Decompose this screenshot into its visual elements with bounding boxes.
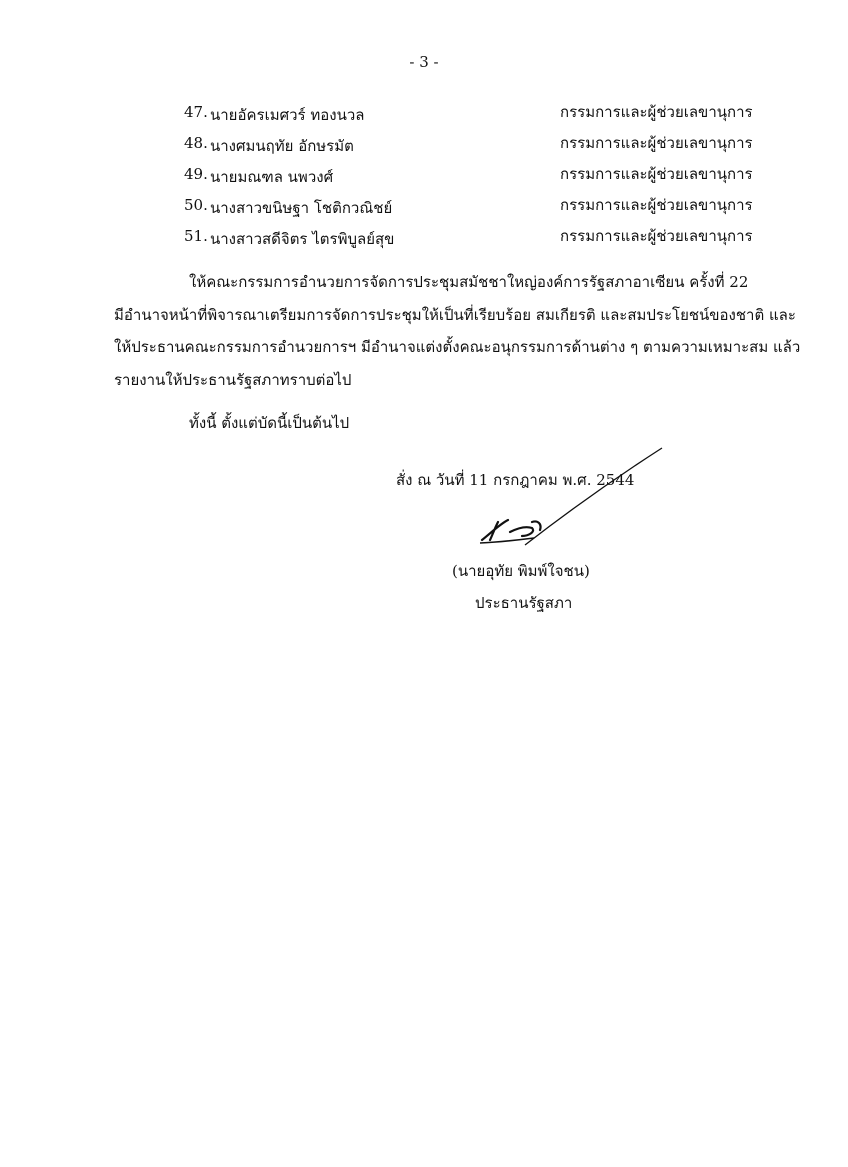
member-name: นายมณฑล นพวงศ์ <box>210 168 334 186</box>
order-date: สั่ง ณ วันที่ 11 กรกฎาคม พ.ศ. 2544 <box>396 471 635 489</box>
body-line: ให้ประธานคณะกรรมการอำนวยการฯ มีอำนาจแต่งตั้งคณะอนุกรรมการด้านต่าง ๆ ตามความเหมาะสม แล้ว <box>114 338 801 356</box>
body-paragraph <box>114 266 801 396</box>
body-line: รายงานให้ประธานรัฐสภาทราบต่อไป <box>114 370 352 389</box>
page-number: - 3 - <box>409 53 439 71</box>
member-number: 51. <box>184 227 208 245</box>
list-item <box>184 165 753 196</box>
body-line: ให้คณะกรรมการอำนวยการจัดการประชุมสมัชชาใหญ่องค์การรัฐสภาอาเซียน ครั้งที่ 22 <box>189 273 749 291</box>
list-item <box>184 196 753 227</box>
member-role: กรรมการและผู้ช่วยเลขานุการ <box>560 134 753 152</box>
list-item <box>184 227 753 258</box>
member-number: 49. <box>184 165 208 183</box>
member-role: กรรมการและผู้ช่วยเลขานุการ <box>560 165 753 183</box>
member-list <box>184 103 753 258</box>
effective-clause: ทั้งนี้ ตั้งแต่บัดนี้เป็นต้นไป <box>189 414 350 432</box>
body-line: มีอำนาจหน้าที่พิจารณาเตรียมการจัดการประชุมให้เป็นที่เรียบร้อย สมเกียรติ และสมประโยชน์ของชาติ และ <box>114 305 796 324</box>
signer-name: (นายอุทัย พิมพ์ใจชน) <box>452 562 590 580</box>
member-role: กรรมการและผู้ช่วยเลขานุการ <box>560 227 753 245</box>
member-role: กรรมการและผู้ช่วยเลขานุการ <box>560 196 753 214</box>
member-number: 50. <box>184 196 208 214</box>
member-number: 48. <box>184 134 208 152</box>
signature <box>470 440 670 550</box>
member-name: นายอัครเมศวร์ ทองนวล <box>210 106 365 124</box>
member-name: นางสาวขนิษฐา โชติกวณิชย์ <box>210 199 393 217</box>
member-number: 47. <box>184 103 208 121</box>
list-item <box>184 134 753 165</box>
list-item <box>184 103 753 134</box>
member-role: กรรมการและผู้ช่วยเลขานุการ <box>560 103 753 121</box>
member-name: นางศมนฤทัย อักษรมัต <box>210 137 354 155</box>
signer-title: ประธานรัฐสภา <box>475 594 573 612</box>
member-name: นางสาวสดีจิตร ไตรพิบูลย์สุข <box>210 230 395 248</box>
